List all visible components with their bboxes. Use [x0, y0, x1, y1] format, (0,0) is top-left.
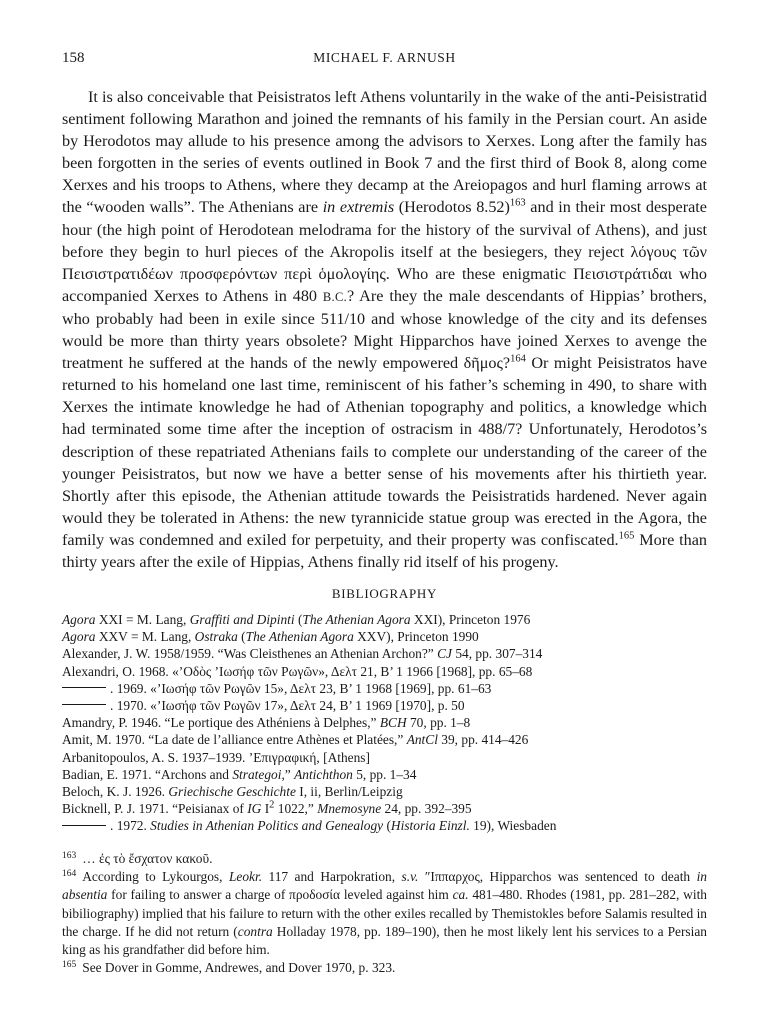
bibliography-entry: Amandry, P. 1946. “Le portique des Athéniens à Delphes,” BCH 70, pp. 1–8	[62, 715, 471, 731]
text-segment: It is also conceivable that Peisistratos left Athens voluntarily in the wake of the anti-Peisistratid sentiment following Marathon and joined the remnants of his family in the Persian court. An aside by Herodotos may allude to his presence among the advisors to Xerxes. Long after the family has been forgotten in the series of events outlined in Book 7 and the first third of Book 8, along come Xerxes and his troops to Athens, where they decamp at the Areiopagos and hurl flaming arrows at the “wooden walls”. The Athenians are	[62, 88, 707, 217]
page-number: 158	[62, 50, 85, 66]
footnote-number: 163	[62, 850, 77, 861]
bibliography-entry: Badian, E. 1971. “Archons and Strategoi,” Antichthon 5, pp. 1–34	[62, 766, 417, 782]
bibliography-entry: Alexander, J. W. 1958/1959. “Was Cleisthenes an Athenian Archon?” CJ 54, pp. 307–314	[62, 646, 543, 662]
bibliography-entry: Amit, M. 1970. “La date de l’alliance entre Athènes et Platées,” AntCl 39, pp. 414–426	[62, 732, 529, 748]
footnote-number: 164	[62, 868, 77, 879]
running-head: MICHAEL F. ARNUSH	[313, 50, 456, 65]
italic-segment: in extremis	[322, 198, 395, 217]
ditto-dash	[62, 704, 106, 705]
footnotes	[62, 850, 707, 977]
bibliography-entry: . 1970. «’Ιωσήφ τῶν Ρωγῶν 17», Δελτ 24, Β’ 1 1969 [1970], p. 50	[62, 697, 707, 714]
footnote-ref-163[interactable]: 163	[509, 198, 526, 210]
footnote-165	[62, 959, 707, 977]
text-segment: ? Are they the male descendants of Hippias’ brothers, who probably had been in exile since 511/10 and whose knowledge of the city and its defenses would be more than thirty years obsolete? Might Hipparchos have joined Xerxes to avenge the treatment he suffered at the hands of the newly empowered δῆμος?	[62, 286, 707, 373]
bibliography-entry: . 1972. Studies in Athenian Politics and Genealogy (Historia Einzl. 19), Wiesbaden	[62, 817, 707, 834]
paragraph-text	[62, 86, 707, 573]
bibliography-entry: Bicknell, P. J. 1971. “Peisianax of IG $I^2$ 1022,” Mnemosyne 24, pp. 392–395	[62, 799, 472, 817]
footnote-text: See Dover in Gomme, Andrewes, and Dover 1970, p. 323.	[82, 960, 396, 976]
ditto-dash	[62, 687, 106, 688]
bibliography-entry: Agora XXI = M. Lang, Graffiti and Dipinti (The Athenian Agora XXI), Princeton 1976	[62, 612, 531, 627]
page-header	[62, 50, 707, 70]
footnote-number: 165	[62, 959, 77, 970]
footnote-ref-165[interactable]: 165	[618, 530, 635, 542]
text-segment: and in their most desperate hour (the high point of Herodotean melodrama for the history of the survival of Athens), and just before they begin to hurl pieces of the Akropolis itself at the besiegers, they reject λόγους τῶν Πεισιστρατιδέων προσφερόντων περὶ ὁμολογίης. Who are these enigmatic Πεισιστράτιδαι who accompanied Xerxes to Athens in 480	[62, 198, 707, 305]
main-paragraph	[62, 86, 707, 573]
bibliography-entry: Alexandri, O. 1968. «’Οδὸς ’Ιωσήφ τῶν Ρωγῶν», Δελτ 21, Β’ 1 1966 [1968], pp. 65–68	[62, 663, 533, 679]
footnote-text: … ἐς τὸ ἔσχατον κακοῦ.	[82, 851, 213, 866]
text-segment: Or might Peisistratos have returned to his homeland one last time, reminiscent of his father’s scheming in 490, to share with Xerxes the intimate knowledge he had of Athenian topography and politics, a knowledge which had terminated some time after the inception of ostracism in 488/7? Unfortunately, Herodotos’s description of these repatriated Athenians fails to complete our understanding of the career of the younger Peisistratos, but now we have a better sense of his movements after his thirtieth year. Shortly after this episode, the Athenian attitude towards the Peisistratids hardened. Never again would they be tolerated in Athens: the new tyrannicide statue group was erected in the Agora, the family was condemned and exiled for perpetuity, and their property was confiscated.	[62, 354, 707, 549]
ditto-dash	[62, 825, 106, 826]
bibliography-heading: BIBLIOGRAPHY	[331, 586, 438, 601]
footnote-163	[62, 850, 707, 868]
text-segment: (Herodotos 8.52)	[394, 198, 510, 217]
bibliography-entry: Agora XXV = M. Lang, Ostraka (The Athenian Agora XXV), Princeton 1990	[62, 629, 479, 645]
bibliography-entry: Beloch, K. J. 1926. Griechische Geschichte I, ii, Berlin/Leipzig	[62, 784, 403, 800]
bibliography-entry: Arbanitopoulos, A. S. 1937–1939. ’Επιγραφική, [Athens]	[62, 749, 370, 765]
footnote-ref-164[interactable]: 164	[510, 353, 526, 365]
footnote-164: $^{164}$ According to Lykourgos, Leokr. 117 and Harpokration, s.v. ″Ιππαρχος, Hipparchos was sentenced to death in absentia for failing to answer a charge of προδοσία leveled against him ca. 481–480. Rhodes (1981, pp. 281–282, with bibiliography) implied that his failure to return with the other exiles recalled by Themistokles before Salamis resulted in the charge. If he did not return (contra Holladay 1978, pp. 189–190), then he most likely lent his services to a Persian king as his grandfather did before him.	[62, 868, 707, 958]
small-caps-segment: B.C.	[322, 289, 348, 304]
bibliography-list	[62, 611, 707, 835]
bibliography-entry: . 1969. «’Ιωσήφ τῶν Ρωγῶν 15», Δελτ 23, Β’ 1 1968 [1969], pp. 61–63	[62, 680, 707, 697]
text-segment: More than thirty years after the exile of Hippias, Athens finally rid itself of his progeny.	[62, 530, 707, 571]
